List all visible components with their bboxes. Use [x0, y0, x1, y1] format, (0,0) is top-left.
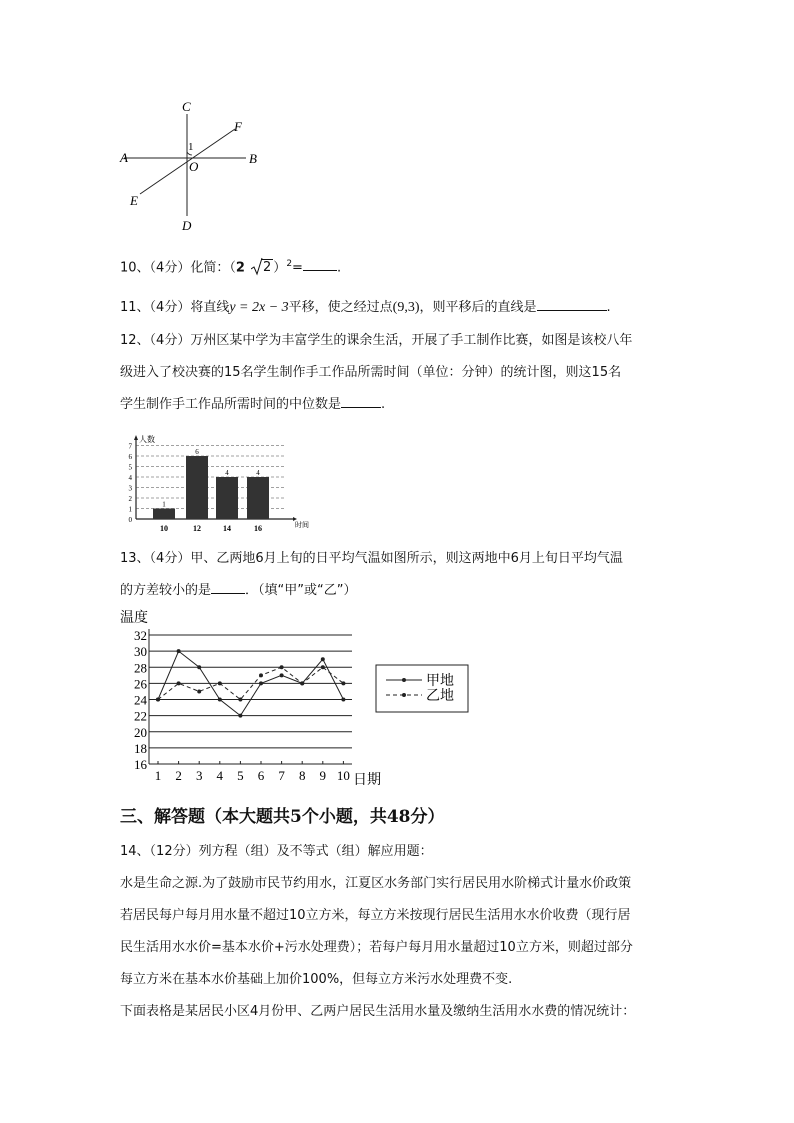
answer-blank-10[interactable]: [303, 256, 337, 271]
legend-label: 甲地: [426, 674, 454, 689]
y-tick-label: 18: [134, 740, 147, 756]
legend-marker: [402, 693, 406, 697]
q14-line5: 每立方米在基本水价基础上加价100%，但每立方米污水处理费不变.: [120, 972, 513, 987]
label-angle1: 1: [188, 141, 194, 153]
label-a: A: [120, 150, 128, 165]
q14-line1: 14、（12分）列方程（组）及不等式（组）解应用题：: [120, 844, 433, 859]
x-tick-label: 5: [237, 768, 244, 783]
sqrt-sign-icon: [251, 257, 263, 277]
x-tick-label: 3: [195, 768, 203, 783]
sqrt-radicand: 2: [263, 260, 272, 276]
q11-prefix: 11、（4分）将直线: [120, 300, 230, 315]
question-13: [120, 543, 680, 607]
bar: [247, 477, 269, 519]
question-11: [120, 296, 611, 318]
x-tick-label: 16: [254, 524, 262, 533]
question-14: [120, 836, 700, 1028]
point-yi: [280, 665, 284, 669]
question-12: [120, 325, 680, 421]
label-d: D: [182, 218, 192, 233]
answer-blank-13[interactable]: [211, 579, 245, 594]
legend-label: 乙地: [426, 689, 454, 704]
point-yi: [218, 681, 222, 685]
x-tick-label: 4: [216, 768, 224, 783]
point-jia: [218, 698, 222, 702]
y-tick-label: 20: [134, 724, 147, 740]
y-tick-label: 24: [134, 692, 147, 708]
data-label: 1: [162, 500, 166, 509]
y-tick-label: 6: [128, 453, 132, 461]
q13-line2: [120, 575, 680, 607]
q11-formula: y = 2x − 3: [229, 300, 289, 315]
sqrt-expression: [251, 258, 273, 278]
q12-end: .: [381, 397, 386, 412]
y-tick-label: 32: [134, 628, 147, 643]
point-jia: [238, 714, 242, 718]
q11-point: (9,3): [392, 300, 420, 315]
y-tick-label: 1: [128, 505, 132, 514]
y-tick-label: 0: [128, 516, 132, 524]
q10-coef: 2: [235, 260, 245, 276]
point-yi: [238, 698, 242, 702]
point-yi: [321, 665, 325, 669]
q13-line2b: ．（填“甲”或“乙”）: [245, 583, 357, 598]
point-jia: [321, 657, 325, 661]
bar: [186, 456, 208, 519]
x-tick-label: 6: [257, 768, 265, 783]
point-jia: [341, 698, 345, 702]
point-jia: [280, 673, 284, 677]
x-tick-label: 7: [278, 768, 285, 783]
answer-blank-12[interactable]: [341, 393, 381, 408]
q11-mid: 平移，使之经过点: [288, 300, 393, 315]
label-f: F: [234, 119, 242, 134]
y-tick-label: 16: [134, 757, 147, 772]
y-tick-label: 4: [128, 474, 132, 482]
data-label: 6: [195, 448, 199, 456]
section-title: 三、解答题（本大题共5个小题，共48分）: [120, 807, 445, 827]
x-tick-label: 12: [193, 524, 201, 533]
point-yi: [177, 681, 181, 685]
x-axis-label: 日期: [353, 773, 381, 785]
label-c: C: [182, 99, 191, 114]
point-yi: [197, 689, 201, 693]
x-tick-label: 14: [223, 524, 231, 533]
q13-line1: 13、（4分）甲、乙两地6月上旬的日平均气温如图所示，则这两地中6月上旬日平均气温: [120, 551, 623, 566]
bar-chart: [120, 432, 320, 537]
q10-exponent: 2: [286, 259, 293, 269]
point-yi: [156, 698, 160, 702]
angle-figure: [110, 95, 280, 235]
q12-line3: [120, 389, 680, 421]
q10-suffix: ）: [273, 260, 287, 276]
q10-equals: =: [292, 260, 303, 276]
y-tick-label: 26: [134, 676, 147, 692]
bar: [216, 477, 238, 519]
q14-line4: 民生活用水水价=基本水价+污水处理费）；若每户每月用水量超过10立方米，则超过部分: [120, 940, 633, 955]
q12-line1: 12、（4分）万州区某中学为丰富学生的课余生活，开展了手工制作比赛，如图是该校八年: [120, 333, 633, 348]
y-tick-label: 3: [128, 484, 132, 493]
q10-prefix: 10、（4分）化简：（: [120, 260, 236, 276]
point-jia: [259, 681, 263, 685]
point-yi: [259, 673, 263, 677]
q12-line3-text: 学生制作手工作品所需时间的中位数是: [120, 397, 342, 412]
y-tick-label: 5: [128, 463, 132, 472]
x-tick-label: 8: [298, 768, 306, 783]
y-tick-label: 7: [128, 442, 132, 451]
legend-box: [376, 665, 468, 712]
y-tick-label: 2: [128, 495, 132, 503]
label-o: O: [189, 159, 199, 174]
x-tick-label: 9: [319, 768, 327, 783]
q14-line3: 若居民每户每月用水量不超过10立方米，每立方米按现行居民生活用水水价收费（现行居: [120, 908, 631, 923]
y-tick-label: 30: [134, 644, 147, 660]
legend-marker: [402, 678, 406, 682]
y-axis-label: 人数: [139, 435, 155, 444]
q12-line2: 级进入了校决赛的15名学生制作手工作品所需时间（单位：分钟）的统计图，则这15名: [120, 365, 622, 380]
x-tick-label: 2: [175, 768, 182, 783]
y-axis-label: 温度: [120, 611, 148, 626]
point-yi: [341, 681, 345, 685]
label-b: B: [249, 151, 257, 166]
q14-line6: 下面表格是某居民小区4月份甲、乙两户居民生活用水量及缴纳生活用水水费的情况统计：: [120, 1004, 636, 1019]
label-e: E: [130, 193, 138, 208]
q11-end: .: [606, 300, 611, 315]
y-axis-arrow: [134, 435, 138, 440]
x-tick-label: 1: [154, 768, 162, 783]
data-label: 4: [225, 469, 229, 477]
q11-suffix: ，则平移后的直线是: [419, 300, 537, 315]
x-tick-label: 10: [160, 524, 168, 533]
x-tick-label: 10: [336, 768, 350, 783]
q14-line2: 水是生命之源.为了鼓励市民节约用水，江夏区水务部门实行居民用水阶梯式计量水价政策: [120, 876, 632, 891]
bar: [153, 509, 175, 520]
y-tick-label: 22: [134, 708, 147, 724]
question-10: 10、（4分）化简：（2 2 ）$^2$= .: [120, 254, 341, 278]
data-label: 4: [256, 469, 260, 477]
point-jia: [197, 665, 201, 669]
y-tick-label: 28: [134, 660, 147, 676]
point-jia: [177, 649, 181, 653]
line-chart: [118, 605, 498, 785]
point-yi: [300, 681, 304, 685]
x-axis-label: 时间: [295, 521, 309, 529]
q13-line2a: 的方差较小的是: [120, 583, 212, 598]
answer-blank-11[interactable]: [537, 296, 607, 311]
